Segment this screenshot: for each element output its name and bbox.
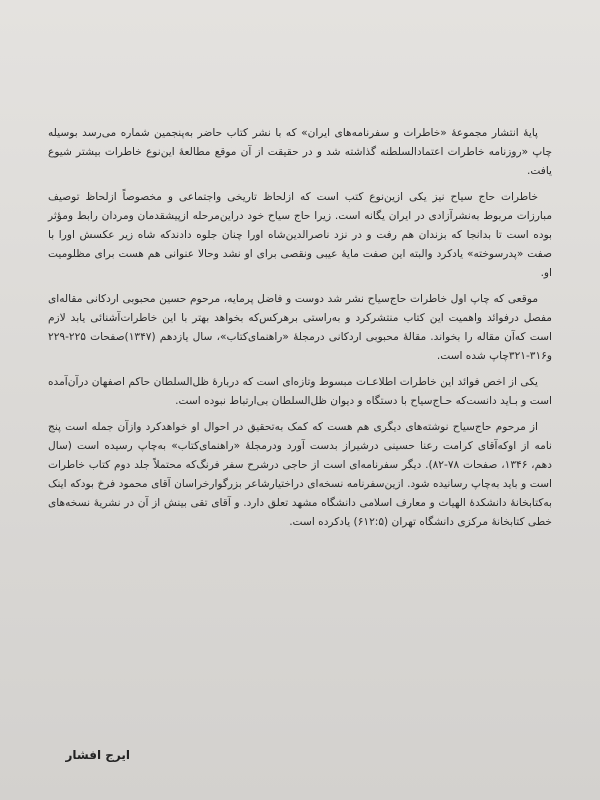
paragraph-4: یکی از اخص فوائد این خاطرات اطلاعـات مبسوط وتازه‌ای است که دربارهٔ ظل‌السلطان حاکم اصفهان درآن‌آمده است و بـاید دانست‌که حـاج‌سیاح با دستگاه و دیوان ظل‌السلطان بی‌ارتباط نبوده است. (48, 376, 552, 407)
author-signature: ایرج افشار (65, 748, 130, 762)
body-text (48, 124, 552, 539)
paragraph-1: پایهٔ انتشار مجموعهٔ «خاطرات و سفرنامه‌های ایران» که با نشر کتاب حاضر به‌پنجمین شماره می‌رسد بوسیله چاپ «روزنامه خاطرات اعتمادالسلطنه گذاشته شد و در حقیقت از آن موقع مطالعهٔ این‌نوع خاطرات بیشتر شیوع یافت. (48, 127, 552, 177)
paragraph-3: موقعی که چاپ اول خاطرات حاج‌سیاح نشر شد دوست و فاضل پرمایه، مرحوم حسین محبوبی اردکانی مقاله‌ای مفصل درفوائد واهمیت این کتاب منتشرکرد و به‌راستی برهرکس‌که بخواهد بهتر با این خاطرات‌آشنائی یابد لازم است که‌آن مقاله را بخواند. مقالهٔ محبوبی اردکانی درمجلهٔ «راهنمای‌کتاب»، سال یازدهم (۱۳۴۷)صفحات ۲۲۵-۲۲۹ و۳۱۶-۳۲۱چاپ شده است. (48, 293, 552, 362)
paragraph-2: خاطرات حاج سیاح نیز یکی ازین‌نوع کتب است که ازلحاظ تاریخی واجتماعی و مخصوصاً ازلحاظ توصیف مبارزات مربوط به‌نشرآزادی در ایران یگانه است. زیرا حاج سیاح خود دراین‌مرحله ازپیشقدمان ومردان رابط ومؤثر بوده است تا بدانجا که بزندان هم رفت و در نزد ناصرالدین‌شاه اورا چنان جلوه دادندکه شاه زیر عکسش اورا با صفت «پدرسوخته» یادکرد والبته این صفت مایهٔ عیبی ونقصی برای او نشد وحالا عنوانی هم هست برای مظلومیت او. (48, 191, 552, 279)
paragraph-5: از مرحوم حاج‌سیاح نوشته‌های دیگری هم هست که کمک به‌تحقیق در احوال او خواهدکرد وازآن جمله است پنج نامه از اوکه‌آقای کرامت رعنا حسینی درشیراز بدست آورد ودرمجلهٔ «راهنمای‌کتاب» به‌چاپ رسیده است (سال دهم، ۱۳۴۶، صفحات ۷۸-۸۲). دیگر سفرنامه‌ای است از حاجی درشرح سفر فرنگ‌که محتملاً جلد دوم کتاب خاطرات است و باید به‌چاپ رسانیده شود. ازین‌سفرنامه نسخه‌ای دراختیارشاعر بزرگوارخراسان آقای محمود فرخ بودکه اینک به‌کتابخانهٔ دانشکدهٔ الهیات و معارف اسلامی دانشگاه مشهد تعلق دارد. و آقای تقی بینش از آن در نشریهٔ نسخه‌های خطی کتابخانهٔ مرکزی دانشگاه تهران (۶۱۲:۵) یادکرده است. (48, 421, 552, 528)
